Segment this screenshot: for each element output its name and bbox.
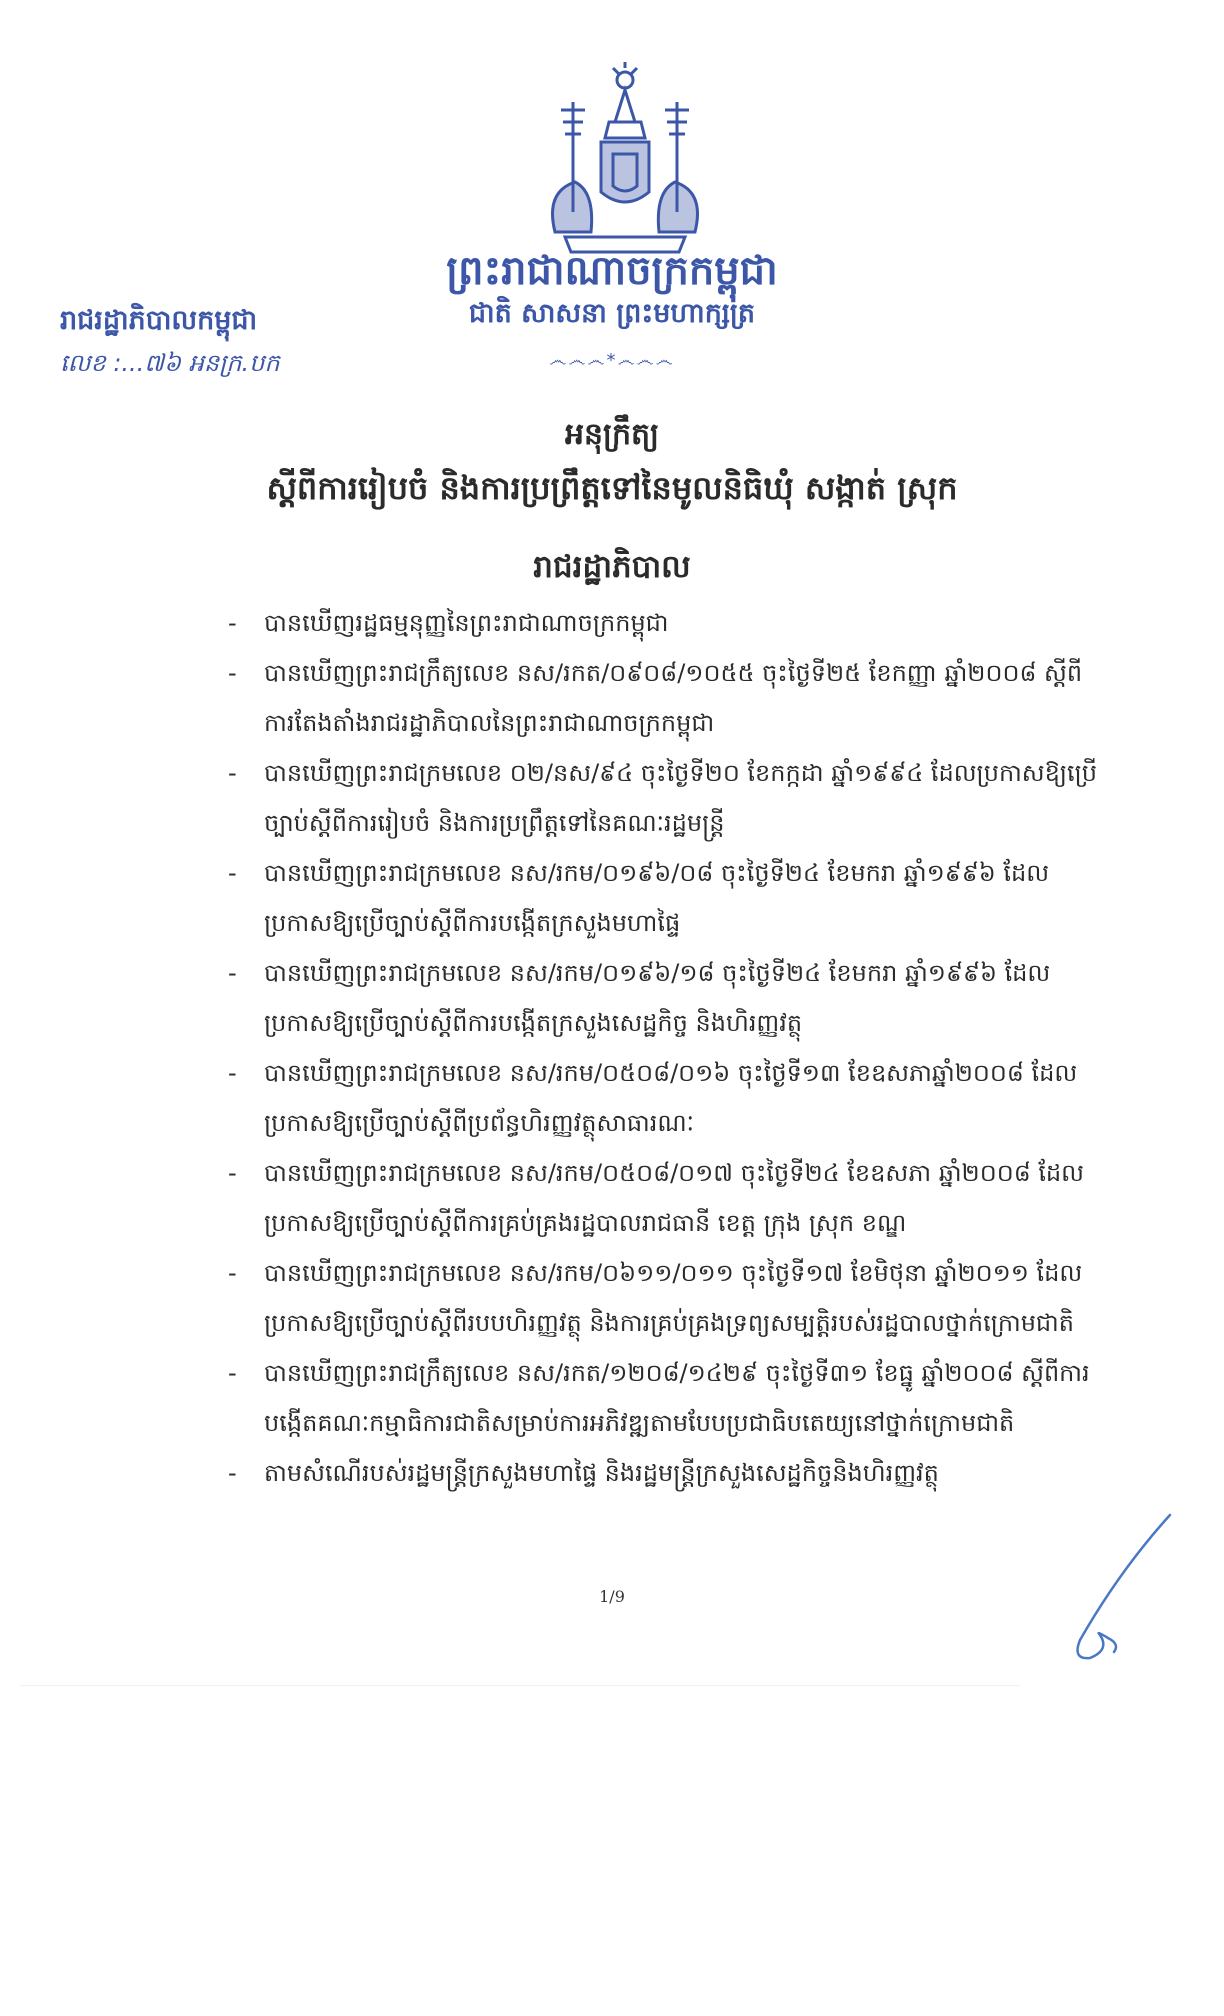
clause-text: បានឃើញព្រះរាជក្រមលេខ ០២/នស/៩៤ ចុះថ្ងៃទី២០ ខែកក្កដា ឆ្នាំ១៩៩៤ ដែលប្រកាសឱ្យប្រើច្បាប់ស្តីពីការរៀបចំ និងការប្រព្រឹត្តទៅនៃគណៈរដ្ឋមន្ត្រី: [264, 759, 1098, 837]
clause-dash: -: [228, 1359, 237, 1387]
clause-dash: -: [228, 959, 237, 987]
document-type: អនុក្រឹត្យ: [564, 417, 660, 452]
clause-dash: -: [228, 1459, 237, 1487]
preamble-clause: [228, 848, 1108, 948]
royal-coat-of-arms-emblem: [535, 62, 715, 262]
clause-text: បានឃើញព្រះរាជក្រមលេខ នស/រកម/០១៩៦/១៨ ចុះថ្ងៃទី២៤ ខែមករា ឆ្នាំ១៩៩៦ ដែលប្រកាសឱ្យប្រើច្បាប់ស្តីពីការបង្កើតក្រសួងសេដ្ឋកិច្ច និងហិរញ្ញវត្ថុ: [264, 959, 1051, 1037]
preamble-clause: [228, 1248, 1108, 1348]
clause-text: តាមសំណើរបស់រដ្ឋមន្ត្រីក្រសួងមហាផ្ទៃ និងរដ្ឋមន្ត្រីក្រសួងសេដ្ឋកិច្ចនិងហិរញ្ញវត្ថុ: [264, 1459, 939, 1487]
motto-decoration: ෴෴෴*෴෴෴: [549, 350, 675, 371]
preamble-clause: [228, 1148, 1108, 1248]
handwritten-signature: [1050, 1510, 1180, 1670]
reference-number: លេខ :...៧៦ អនក្រ.បក: [60, 349, 280, 377]
issuing-authority: រាជរដ្ឋាភិបាល: [533, 549, 691, 585]
kingdom-title: ព្រះរាជាណាចក្រកម្ពុជា: [446, 248, 778, 294]
clause-dash: -: [228, 759, 237, 787]
clause-dash: -: [228, 609, 237, 637]
clause-text: បានឃើញព្រះរាជក្រមលេខ នស/រកម/០៦១១/០១១ ចុះថ្ងៃទី១៧ ខែមិថុនា ឆ្នាំ២០១១ ដែលប្រកាសឱ្យប្រើច្បាប់ស្តីពីរបបហិរញ្ញវត្ថុ និងការគ្រប់គ្រងទ្រព្យសម្បត្តិរបស់រដ្ឋបាលថ្នាក់ក្រោមជាតិ: [264, 1259, 1083, 1337]
clause-text: បានឃើញព្រះរាជក្រមលេខ នស/រកម/០៥០៨/០១៧ ចុះថ្ងៃទី២៤ ខែឧសភា ឆ្នាំ២០០៨ ដែលប្រកាសឱ្យប្រើច្បាប់ស្តីពីការគ្រប់គ្រងរដ្ឋបាលរាជធានី ខេត្ត ក្រុង ស្រុក ខណ្ឌ: [264, 1159, 1085, 1237]
preamble-clause: [228, 748, 1108, 848]
clause-text: បានឃើញព្រះរាជក្រមលេខ នស/រកម/០១៩៦/០៨ ចុះថ្ងៃទី២៤ ខែមករា ឆ្នាំ១៩៩៦ ដែលប្រកាសឱ្យប្រើច្បាប់ស្តីពីការបង្កើតក្រសួងមហាផ្ទៃ: [264, 859, 1050, 937]
scan-edge-line: [20, 1685, 1020, 1686]
preamble-clause: [228, 1048, 1108, 1148]
preamble-clauses: [228, 598, 1108, 1498]
preamble-clause: [228, 648, 1108, 748]
clause-dash: -: [228, 859, 237, 887]
clause-dash: -: [228, 1159, 237, 1187]
preamble-clause: [228, 1348, 1108, 1448]
preamble-clause: [228, 598, 1108, 648]
clause-text: បានឃើញរដ្ឋធម្មនុញ្ញនៃព្រះរាជាណាចក្រកម្ពុជា: [264, 609, 669, 637]
clause-dash: -: [228, 1059, 237, 1087]
clause-text: បានឃើញព្រះរាជក្រឹត្យលេខ នស/រកត/១២០៨/១៤២៩ ចុះថ្ងៃទី៣១ ខែធ្នូ ឆ្នាំ២០០៨ ស្តីពីការបង្កើតគណៈកម្មាធិការជាតិសម្រាប់ការអភិវឌ្ឍតាមបែបប្រជាធិបតេយ្យនៅថ្នាក់ក្រោមជាតិ: [264, 1359, 1090, 1437]
clause-dash: -: [228, 659, 237, 687]
preamble-clause: [228, 948, 1108, 1048]
preamble-clause: [228, 1448, 1108, 1498]
clause-dash: -: [228, 1259, 237, 1287]
kingdom-motto: ជាតិ សាសនា ព្រះមហាក្សត្រ: [468, 298, 756, 329]
government-label: រាជរដ្ឋាភិបាលកម្ពុជា: [60, 305, 258, 336]
clause-text: បានឃើញព្រះរាជក្រឹត្យលេខ នស/រកត/០៩០៨/១០៥៥ ចុះថ្ងៃទី២៥ ខែកញ្ញា ឆ្នាំ២០០៨ ស្តីពីការតែងតាំងរាជរដ្ឋាភិបាលនៃព្រះរាជាណាចក្រកម្ពុជា: [264, 659, 1083, 737]
clause-text: បានឃើញព្រះរាជក្រមលេខ នស/រកម/០៥០៨/០១៦ ចុះថ្ងៃទី១៣ ខែឧសភាឆ្នាំ២០០៨ ដែលប្រកាសឱ្យប្រើច្បាប់ស្តីពីប្រព័ន្ធហិរញ្ញវត្ថុសាធារណៈ: [264, 1059, 1078, 1137]
page-number: 1/9: [599, 1587, 625, 1606]
document-subject: ស្តីពីការរៀបចំ និងការប្រព្រឹត្តទៅនៃមូលនិធិឃុំ សង្កាត់ ស្រុក: [266, 469, 958, 507]
